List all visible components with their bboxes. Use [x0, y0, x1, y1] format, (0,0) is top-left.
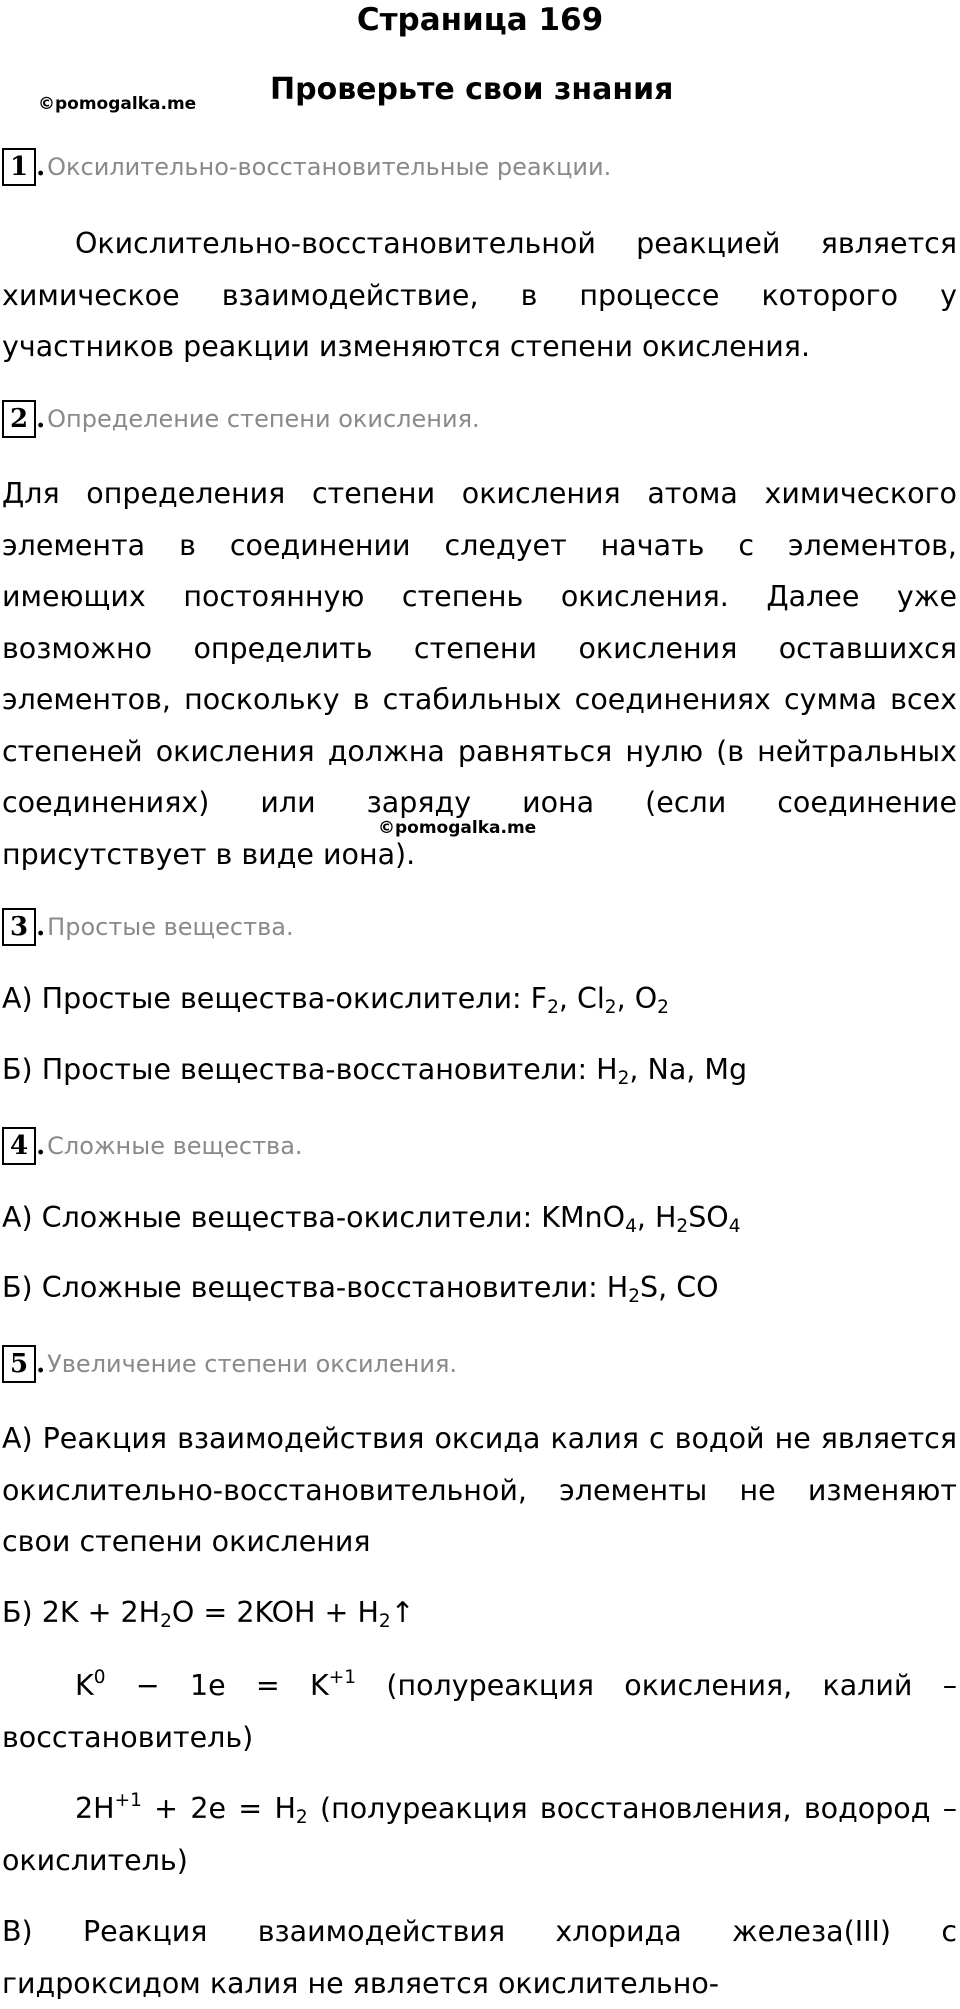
question-heading: Сложные вещества.	[47, 1132, 303, 1160]
question-number-box: 2	[2, 400, 36, 438]
page-title: Страница 169	[356, 2, 604, 38]
answer-3b: Б) Простые вещества-восстановители: $H_2$, Na, Mg	[2, 1053, 748, 1089]
question-number-dot: .	[36, 152, 46, 182]
question-number-box: 3	[2, 908, 36, 946]
answer-3a: А) Простые вещества-окислители: $F_2$, $Cl_2$, $O_2$	[2, 982, 669, 1018]
answer-4b: Б) Сложные вещества-восстановители: $H_2S$, CO	[2, 1271, 719, 1307]
question-number-dot: .	[36, 404, 46, 434]
answer-5a: А) Реакция взаимодействия оксида калия с водой не является окислительно-восстановительной, элементы не изменяют свои степени окисления	[2, 1422, 957, 1558]
question-5-header	[2, 1345, 457, 1385]
question-number-dot: .	[36, 1349, 46, 1379]
watermark: ©pomogalka.me	[378, 818, 537, 838]
answer-5b-equation: Б) $2K + 2H_2O = 2KOH$ + $H_2↑$	[2, 1596, 415, 1632]
answer-4a: А) Сложные вещества-окислители: KMnO$_4$, $H_2SO_4$	[2, 1201, 741, 1237]
question-1-header	[2, 148, 611, 188]
question-heading: Определение степени окисления.	[47, 405, 480, 433]
question-number-dot: .	[36, 1131, 46, 1161]
question-4-header	[2, 1127, 303, 1167]
question-number-box: 1	[2, 148, 36, 186]
question-number-dot: .	[36, 912, 46, 942]
question-heading: Увеличение степени оксиления.	[47, 1350, 458, 1378]
half-reaction-oxidation: $K^0 - 1e = K^{+1}$ (полуреакция окисления, калий – восстановитель)	[2, 1667, 957, 1754]
answer-5v: В) Реакция взаимодействия хлорида железа(III) с гидроксидом калия не является окислительно-	[2, 1915, 957, 2000]
question-number-box: 5	[2, 1345, 36, 1383]
half-reaction-reduction: $2H^{+1} + 2e = H_2$ (полуреакция восстановления, водород – окислитель)	[2, 1790, 957, 1877]
section-subtitle: Проверьте свои знания	[270, 72, 674, 107]
question-3-header	[2, 908, 294, 948]
watermark: ©pomogalka.me	[38, 94, 197, 114]
question-2-header	[2, 400, 480, 440]
answer-2: Для определения степени окисления атома химического элемента в соединении следует начать с элементов, имеющих постоянную степень окисления. Далее уже возможно определить степени окисления оставшихся элементов, поскольку в стабильных соединениях сумма всех степеней окисления должна равняться нулю (в нейтральных соединениях) или заряду иона (если соединение присутствует в виде иона).	[2, 477, 957, 871]
question-heading: Оксилительно-восстановительные реакции.	[47, 153, 612, 181]
answer-1: Окислительно-восстановительной реакцией является химическое взаимодействие, в процессе которого у участников реакции изменяются степени окисления.	[2, 227, 957, 363]
question-number-box: 4	[2, 1127, 36, 1165]
question-heading: Простые вещества.	[47, 913, 294, 941]
